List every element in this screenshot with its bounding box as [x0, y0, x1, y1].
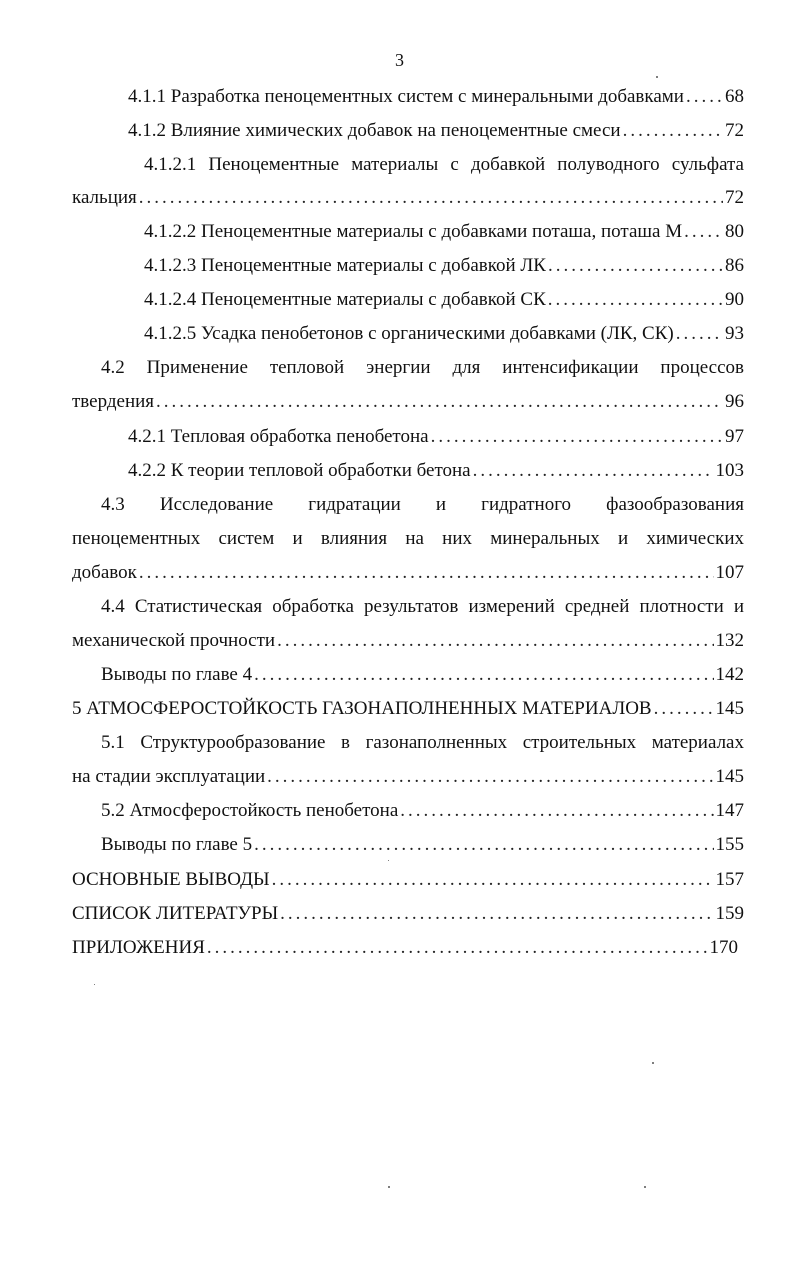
toc-entry-page: 155	[715, 834, 744, 855]
toc-entry-title: 4.2.1 Тепловая обработка пенобетона	[128, 426, 429, 447]
toc-entry-page: 93	[725, 323, 744, 344]
toc-entry[interactable]	[144, 219, 744, 245]
toc-entry-page: 80	[725, 221, 744, 242]
toc-entry-title: добавок	[72, 562, 137, 583]
toc-entry[interactable]	[72, 901, 744, 927]
toc-entry[interactable]	[72, 867, 744, 893]
toc-entry[interactable]	[72, 560, 744, 586]
toc-entry-title: твердения	[72, 391, 155, 412]
toc-entry-title: механической прочности	[72, 630, 276, 651]
toc-leader-dots	[473, 458, 714, 484]
page-number: 3	[395, 50, 404, 70]
toc-entry-title: 4.1.2.2 Пеноцементные материалы с добавками поташа, поташа М	[144, 221, 683, 242]
toc-entry-page: 107	[715, 562, 744, 583]
toc-entry-title: 5.2 Атмосферостойкость пенобетона	[101, 800, 399, 821]
toc-entry-page: 159	[715, 903, 744, 924]
toc-entry-page: 132	[715, 630, 744, 651]
toc-entry-page: 72	[725, 120, 744, 141]
toc-entry[interactable]	[144, 253, 744, 279]
toc-entry-first-line[interactable]: 4.1.2.1 Пеноцементные материалы с добавкой полуводного сульфата	[144, 154, 744, 175]
toc-entry-title: кальция	[72, 187, 137, 208]
toc-leader-dots	[686, 84, 723, 110]
toc-entry-title: Выводы по главе 5	[101, 834, 253, 855]
scan-speck	[644, 1186, 646, 1188]
toc-leader-dots	[431, 424, 723, 450]
scan-speck	[652, 1062, 654, 1064]
toc-entry-page: 68	[725, 86, 744, 107]
toc-entry[interactable]	[101, 832, 744, 858]
toc-leader-dots	[139, 560, 714, 586]
toc-entry-page: 145	[715, 698, 744, 719]
toc-leader-dots	[254, 662, 713, 688]
toc-entry-title: Выводы по главе 4	[101, 664, 253, 685]
scan-speck	[656, 76, 658, 78]
toc-entry-title: 4.2.2 К теории тепловой обработки бетона	[128, 460, 471, 481]
toc-leader-dots	[548, 253, 723, 279]
toc-entry-first-line[interactable]: 4.4 Статистическая обработка результатов измерений средней плотности и	[101, 596, 744, 617]
toc-entry[interactable]	[144, 321, 744, 347]
scan-speck	[388, 1186, 390, 1188]
toc-entry[interactable]	[72, 389, 744, 415]
scan-speck	[388, 860, 389, 861]
scan-speck	[94, 984, 95, 985]
toc-entry-title: ОСНОВНЫЕ ВЫВОДЫ	[72, 869, 270, 890]
toc-entry-page: 145	[715, 766, 744, 787]
toc-entry-first-line[interactable]: 4.2 Применение тепловой энергии для интенсификации процессов	[101, 357, 744, 378]
toc-entry-title: 4.1.1 Разработка пеноцементных систем с минеральными добавками	[128, 86, 684, 107]
toc-entry-first-line[interactable]: 4.3 Исследование гидратации и гидратного фазообразования	[101, 494, 744, 515]
toc-leader-dots	[400, 798, 713, 824]
toc-entry[interactable]	[72, 628, 744, 654]
toc-entry-first-line[interactable]: 5.1 Структурообразование в газонаполненных строительных материалах	[101, 732, 744, 753]
toc-entry[interactable]	[128, 424, 744, 450]
toc-entry[interactable]	[144, 287, 744, 313]
toc-entry[interactable]	[128, 118, 744, 144]
toc-leader-dots	[156, 389, 723, 415]
toc-entry-title: ПРИЛОЖЕНИЯ	[72, 937, 205, 958]
toc-entry[interactable]	[101, 662, 744, 688]
toc-entry-page: 86	[725, 255, 744, 276]
toc-entry-page: 170	[709, 937, 738, 958]
toc-entry-page: 90	[725, 289, 744, 310]
toc-leader-dots	[684, 219, 723, 245]
toc-leader-dots	[280, 901, 713, 927]
toc-leader-dots	[277, 628, 713, 654]
toc-leader-dots	[623, 118, 723, 144]
toc-entry-page: 142	[715, 664, 744, 685]
toc-entry[interactable]	[72, 764, 744, 790]
toc-entry-page: 72	[725, 187, 744, 208]
toc-entry-title: 4.1.2 Влияние химических добавок на пеноцементные смеси	[128, 120, 621, 141]
toc-entry[interactable]	[72, 935, 738, 961]
toc-entry-title: 4.1.2.5 Усадка пенобетонов с органическими добавками (ЛК, СК)	[144, 323, 674, 344]
toc-entry[interactable]	[128, 458, 744, 484]
toc-entry[interactable]	[101, 798, 744, 824]
toc-entry-page: 147	[715, 800, 744, 821]
toc-entry-title: 4.1.2.3 Пеноцементные материалы с добавкой ЛК	[144, 255, 546, 276]
toc-entry-page: 103	[715, 460, 744, 481]
toc-leader-dots	[207, 935, 708, 961]
toc-entry-title: 5 АТМОСФЕРОСТОЙКОСТЬ ГАЗОНАПОЛНЕННЫХ МАТЕРИАЛОВ	[72, 698, 652, 719]
toc-leader-dots	[254, 832, 713, 858]
toc-leader-dots	[272, 867, 714, 893]
toc-leader-dots	[654, 696, 714, 722]
toc-entry-page: 157	[715, 869, 744, 890]
toc-leader-dots	[267, 764, 713, 790]
toc-leader-dots	[548, 287, 723, 313]
toc-entry[interactable]	[72, 185, 744, 211]
toc-leader-dots	[139, 185, 723, 211]
toc-entry[interactable]	[128, 84, 744, 110]
toc-entry[interactable]	[72, 696, 744, 722]
toc-entry-page: 96	[725, 391, 744, 412]
toc-entry-middle-line[interactable]: пеноцементных систем и влияния на них минеральных и химических	[72, 528, 744, 549]
toc-leader-dots	[676, 321, 723, 347]
toc-entry-title: на стадии эксплуатации	[72, 766, 266, 787]
toc-entry-title: 4.1.2.4 Пеноцементные материалы с добавкой СК	[144, 289, 546, 310]
toc-entry-title: СПИСОК ЛИТЕРАТУРЫ	[72, 903, 279, 924]
toc-entry-page: 97	[725, 426, 744, 447]
